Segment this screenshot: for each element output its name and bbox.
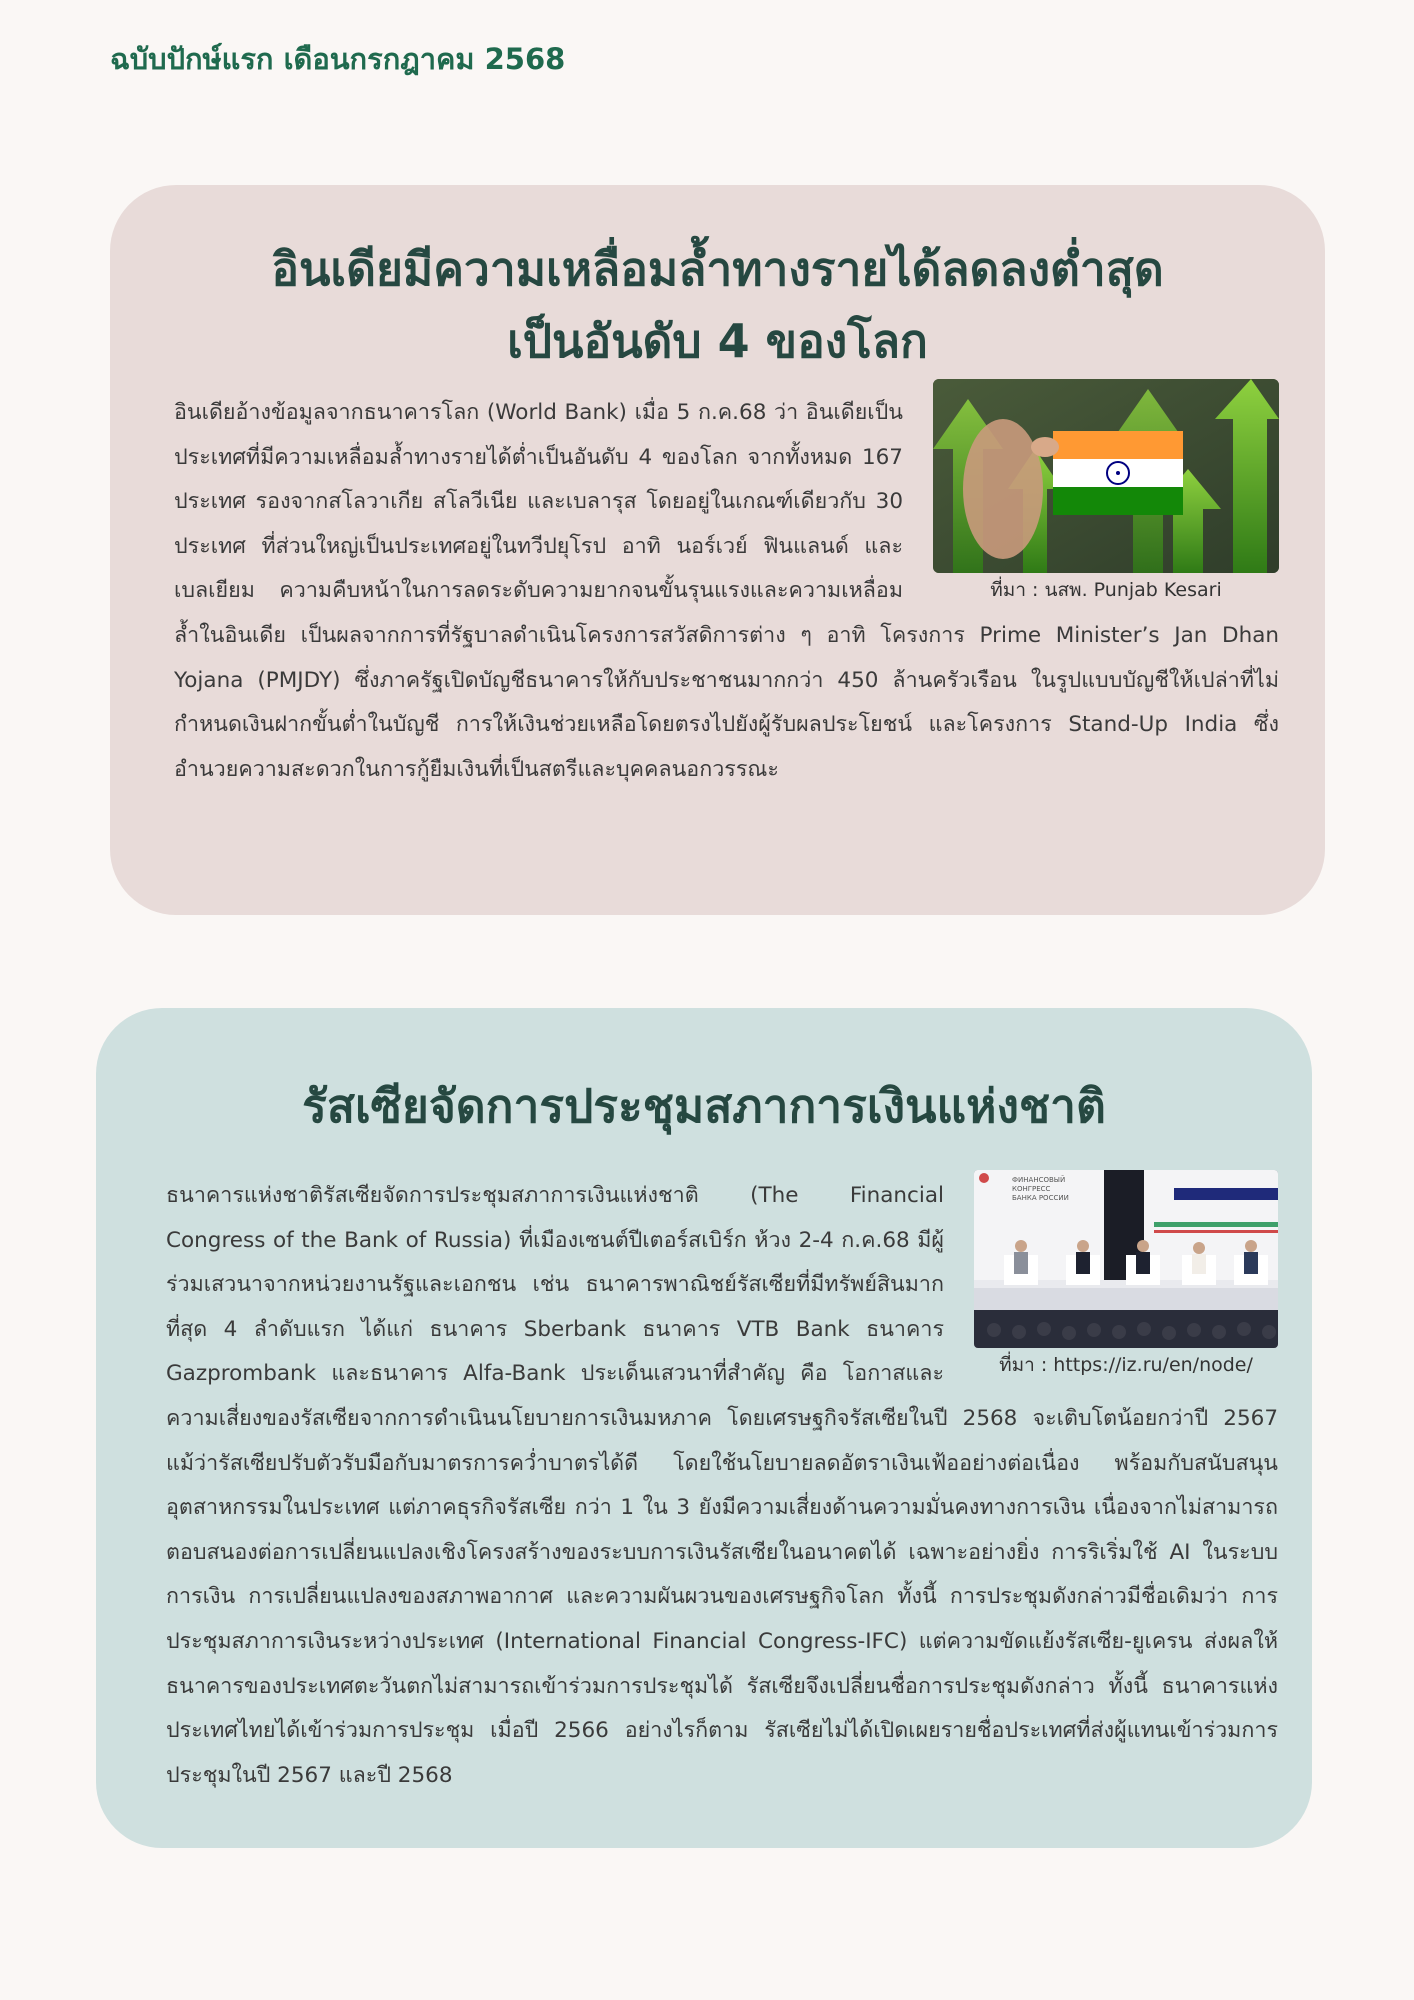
india-article-title xyxy=(110,233,1325,377)
india-title-line1: อินเดียมีความเหลื่อมล้ำทางรายได้ลดลงต่ำสุด xyxy=(271,242,1164,296)
india-article-card xyxy=(110,185,1325,915)
russia-body-paragraph: ธนาคารแห่งชาติรัสเซียจัดการประชุมสภาการเงินแห่งชาติ (The Financial Congress of the Bank of Russia) ที่เมืองเซนต์ปีเตอร์สเบิร์ก ห้วง 2-4 ก.ค.68 มีผู้ร่วมเสวนาจากหน่วยงานรัฐและเอกชน เช่น ธนาคารพาณิชย์รัสเซียที่มีทรัพย์สินมากที่สุด 4 ลำดับแรก ได้แก่ ธนาคาร Sberbank ธนาคาร VTB Bank ธนาคาร Gazprombank และธนาคาร Alfa-Bank ประเด็นเสวนาที่สำคัญ คือ โอกาสและความเสี่ยงของรัสเซียจากการดำเนินนโยบายการเงินมหภาค โดยเศรษฐกิจรัสเซียในปี 2568 จะเติบโตน้อยกว่าปี 2567 แม้ว่ารัสเซียปรับตัวรับมือกับมาตรการคว่ำบาตรได้ดี โดยใช้นโยบายลดอัตราเงินเฟ้ออย่างต่อเนื่อง พร้อมกับสนับสนุนอุตสาหกรรมในประเทศ แต่ภาคธุรกิจรัสเซีย กว่า 1 ใน 3 ยังมีความเสี่ยงด้านความมั่นคงทางการเงิน เนื่องจากไม่สามารถตอบสนองต่อการเปลี่ยนแปลงเชิงโครงสร้างของระบบการเงินรัสเซียในอนาคตได้ เฉพาะอย่างยิ่ง การริเริ่มใช้ AI ในระบบการเงิน การเปลี่ยนแปลงของสภาพอากาศ และความผันผวนของเศรษฐกิจโลก ทั้งนี้ การประชุมดังกล่าวมีชื่อเดิมว่า การประชุมสภาการเงินระหว่างประเทศ (International Financial Congress-IFC) แต่ความขัดแย้งรัสเซีย-ยูเครน ส่งผลให้ธนาคารของประเทศตะวันตกไม่สามารถเข้าร่วมการประชุมได้ รัสเซียจึงเปลี่ยนชื่อการประชุมดังกล่าว ทั้งนี้ ธนาคารแห่งประเทศไทยได้เข้าร่วมการประชุม เมื่อปี 2566 อย่างไรก็ตาม รัสเซียไม่ได้เปิดเผยรายชื่อประเทศที่ส่งผู้แทนเข้าร่วมการประชุมในปี 2567 และปี 2568 xyxy=(166,1183,1278,1788)
india-image-caption: ที่มา : นสพ. Punjab Kesari xyxy=(990,579,1222,601)
russia-article-card xyxy=(96,1008,1312,1848)
russia-article-body xyxy=(166,1174,1278,1798)
banner-text-1: ФИНАНСОВЫЙ xyxy=(1012,1176,1066,1184)
banner-text-2: КОНГРЕСС xyxy=(1012,1185,1051,1193)
russia-image-caption: ที่มา : https://iz.ru/en/node/ xyxy=(999,1354,1253,1376)
india-flag-arrows-image xyxy=(933,379,1279,573)
banner-text-3: БАНКА РОССИИ xyxy=(1012,1194,1069,1202)
india-figure xyxy=(933,379,1279,611)
russia-article-title: รัสเซียจัดการประชุมสภาการเงินแห่งชาติ xyxy=(302,1079,1106,1133)
india-body-paragraph: อินเดียอ้างข้อมูลจากธนาคารโลก (World Bank) เมื่อ 5 ก.ค.68 ว่า อินเดียเป็นประเทศที่มีความเหลื่อมล้ำทางรายได้ต่ำเป็นอันดับ 4 ของโลก จากทั้งหมด 167 ประเทศ รองจากสโลวาเกีย สโลวีเนีย และเบลารุส โดยอยู่ในเกณฑ์เดียวกับ 30 ประเทศ ที่ส่วนใหญ่เป็นประเทศอยู่ในทวีปยุโรป อาทิ นอร์เวย์ ฟินแลนด์ และเบลเยียม ความคืบหน้าในการลดระดับความยากจนขั้นรุนแรงและความเหลื่อมล้ำในอินเดีย เป็นผลจากการที่รัฐบาลดำเนินโครงการสวัสดิการต่าง ๆ อาทิ โครงการ Prime Minister’s Jan Dhan Yojana (PMJDY) ซึ่งภาครัฐเปิดบัญชีธนาคารให้กับประชาชนมากกว่า 450 ล้านครัวเรือน ในรูปแบบบัญชีให้เปล่าที่ไม่กำหนดเงินฝากขั้นต่ำในบัญชี การให้เงินช่วยเหลือโดยตรงไปยังผู้รับผลประโยชน์ และโครงการ Stand-Up India ซึ่งอำนวยความสะดวกในการกู้ยืมเงินที่เป็นสตรีและบุคคลนอกวรรณะ xyxy=(174,400,1279,782)
russia-figure xyxy=(974,1170,1278,1392)
issue-header: ฉบับปักษ์แรก เดือนกรกฎาคม 2568 xyxy=(110,42,566,76)
india-title-line2: เป็นอันดับ 4 ของโลก xyxy=(507,314,928,368)
india-article-body xyxy=(174,391,1279,792)
conference-panel-image xyxy=(974,1170,1278,1348)
